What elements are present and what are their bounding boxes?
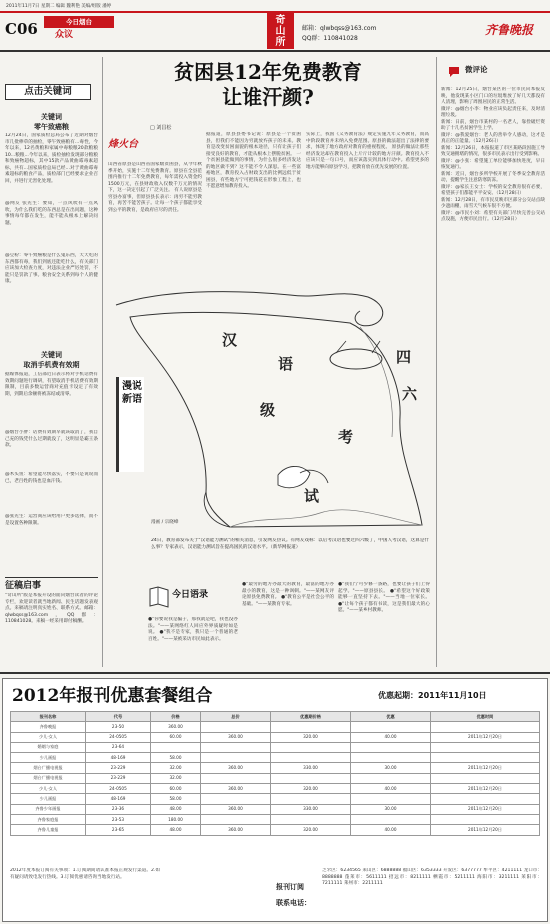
table-cell [201, 742, 271, 752]
col-header-discount-price: 优惠期价格 [271, 712, 351, 722]
table-cell: 24-0505 [86, 784, 151, 794]
table-cell: 360.00 [201, 763, 271, 773]
keyword-1-body: 12月24日，国家质检总局公布了近期对烟台市几批棒草的抽检，零午致癌粮有...毒性，今年以来，12名黄粮和家属中毒粮粮20款粮粮10...粮粮...今年以来，质检抽检发现部分粮粮和致癌物超标，其中15款产品黄曲霉毒素超标，共有...国家质检总局已经...对于黄曲霉毒素超标的粮食产品，质检部门已经要求企业召回，并进行无害化处理。 [5, 133, 98, 184]
article-column-3: 实际上，我国《义务教育法》规定实施九年义务教育，而高中阶段教育并未纳入免费范围。原县的做法超出了法律的要求，体现了地方政府对教育的重视程度。 原县的做法让那些经济发达却在教育投入上斤斤计较的地方汗颜。教育投入不应该只是一句口号，而应该落实到具体行动中。希望更多的地方能够向原县学习，把教育放在优先发展的位置。 [306, 132, 429, 170]
table-header-row [11, 712, 540, 722]
quotes-title: 今日语录 [172, 590, 209, 600]
table-cell [351, 722, 431, 732]
article-column-1: 山西省原县是山西省国家级贫困县，从今年秋季开始，实施十二年免费教育。原县在全县范围内推行十二年免费教育，每年需投入资金约1500万元，在县财政收入仅数千万元的情况下，这一决定引起了广泛关注。 有人说原县是穷县办富事，但原县县长表示：再穷不能穷教育，再苦不能苦孩子。让每一个孩子都能享受到公平的教育，是政府应尽的责任。 [108, 162, 202, 213]
table-cell: 360.00 [151, 722, 201, 732]
table-cell: 2011年12月20日 [431, 763, 540, 773]
table-row [11, 773, 540, 783]
table-cell: 60.00 [151, 732, 201, 742]
table-cell [271, 773, 351, 783]
notice-body: "奇山所"版是本报开设的面向烟台读者的评论专栏，欢迎读者就当地新闻、民生话题发表观点。来稿请注明真实姓名、联系方式。邮箱：qlwbqss@163.com，QQ群：110841028。来稿一经采用即付稿酬。 [5, 593, 98, 625]
cartoon-side-title: 漫说新语 [122, 381, 142, 405]
table-cell: 2011年12月20日 [431, 732, 540, 742]
ad-title: 2012年报刊优惠套餐组合 [12, 686, 213, 706]
keyword-2-header [5, 350, 98, 370]
table-cell: 烟台广播电视报 [11, 763, 86, 773]
quotes-column-3: ●"我们宁可少修一条路，也要让孩子们上得起学。"——原县县长。 ●"希望这个好政策能够一直坚持下去。"——当地一位家长。 ●"让每个孩子都有书读，这是我们最大的心愿。"——某乡村教师。 [338, 582, 430, 614]
ad-footer-notes: 2012年度本报订阅有关事项：1.订阅期间请认准本报正规发行渠道。2.如有疑问请致电发行热线。3.订阅优惠请咨询当地发行站。 [10, 868, 160, 880]
table-cell [201, 814, 271, 824]
column-divider-left [102, 57, 103, 667]
table-cell: 330.00 [271, 763, 351, 773]
table-cell [351, 814, 431, 824]
cartoon-word-3: 四 [396, 348, 412, 366]
table-cell: 23-36 [86, 804, 151, 814]
page-code: C06 [5, 20, 38, 38]
table-row [11, 784, 540, 794]
cartoon-word-7: 试 [304, 487, 320, 505]
table-row [11, 825, 540, 835]
keyword-1-header [5, 112, 98, 132]
table-cell [431, 773, 540, 783]
table-cell: 48.00 [151, 825, 201, 835]
keyword-2-comment-2: @木头鱼：希望能尽快落实，不要只是说说而已，老百姓的钱也是血汗钱。 [5, 472, 98, 484]
table-cell: 齐鲁儿童报 [11, 825, 86, 835]
table-cell: 48.00 [151, 804, 201, 814]
subscription-price-table [10, 711, 540, 836]
table-cell [351, 742, 431, 752]
table-cell: 齐鲁晚报 [11, 722, 86, 732]
table-cell: 少儿·女人 [11, 732, 86, 742]
column-qq: QQ群：110841028 [302, 35, 358, 42]
section-name: 众议 [55, 30, 74, 40]
notice-rule [5, 577, 98, 578]
col-header-code: 代号 [86, 712, 151, 722]
micro-comment-body: 新闻：12月25日，烟台某区的一位市民向本报反映，他发现某小区门口的垃圾堆放了好几天都没有人清理，影响了周围居民的正常生活。 微评：@烟台小李：物业应该负起责任来，及时清理垃圾。 新闻：日前，烟台市某村的一名老人，靠捡破烂资助了十几名贫困学生上学。 微评：@我爱烟台：老人的善举令人感动，这才是真正的正能量。（12月26日） 新闻：12月26日，本报报道了市区某路段因施工导致交通拥堵的情况，很多市民表示出行受到影响。 微评：@小张：希望施工单位能够加快进度，早日恢复通行。 新闻：近日，烟台多所学校开展了冬季安全教育活动，提醒学生注意防寒防冻。 微评：@家长王女士：学校的安全教育很有必要，希望孩子们都能平平安安。（12月28日） 新闻：12月28日，有市民反映市区部分公交站点缺少遮雨棚，雨雪天气候车很不方便。 微评：@市民小刘：希望有关部门尽快完善公交站点设施，方便市民出行。（12月28日） [441, 87, 545, 223]
cartoon-word-1: 汉 [222, 331, 238, 349]
logo-char-1: 奇 [275, 15, 286, 26]
article-byline: □ 刘昌松 [150, 125, 172, 131]
table-cell: 30.00 [351, 804, 431, 814]
table-cell [271, 722, 351, 732]
cartoon-word-2: 语 [278, 355, 294, 373]
table-cell: 烟台广播电视报 [11, 773, 86, 783]
keyword-2-comment-3: @张先生：运营商应该给用户更多选择，而不是设置各种限制。 [5, 514, 98, 526]
table-row [11, 763, 540, 773]
table-cell [151, 742, 201, 752]
table-cell: 23-64 [86, 742, 151, 752]
table-cell: 330.00 [271, 804, 351, 814]
page-dateline: 2011年11月7日 星期二 编辑 魏利艳 美编/组版 潘婷 [6, 4, 112, 9]
column-logo [267, 13, 294, 49]
book-icon [148, 585, 170, 609]
cartoon-word-5: 级 [260, 401, 276, 419]
table-cell: 婚姻与家庭 [11, 742, 86, 752]
quotes-column-2: ●"最穷的地方办最大的教育，最富的地方办最小的教育，这是一种讽刺。"——某网友评论原县免费教育。 ●"教育公平是社会公平的基础。"——某教育专家。 [242, 582, 334, 607]
table-cell: 180.00 [151, 814, 201, 824]
table-cell: 32.00 [151, 763, 201, 773]
cartoon-author: 漫画 / 宗晓峰 [151, 520, 179, 525]
table-cell [351, 794, 431, 804]
table-cell [351, 773, 431, 783]
table-cell [431, 794, 540, 804]
notice-title: 征稿启事 [5, 581, 42, 591]
keyword-1-comment-2: @豆粉：零午致癌粮是什么鬼东西，天天吃的东西都有毒，我们到底还能吃什么，有关部门应该加大检查力度，对违法企业严厉处罚，不能只是罚款了事。粮食安全关系到每个人的健康。 [5, 253, 98, 285]
table-cell: 360.00 [201, 804, 271, 814]
table-row [11, 722, 540, 732]
table-row [11, 804, 540, 814]
table-cell: 少儿·女人 [11, 784, 86, 794]
table-cell: 2011年12月20日 [431, 825, 540, 835]
keyword-column-heading: 点击关键词 [5, 84, 91, 100]
ad-contact-label: 联系电话： [276, 899, 311, 907]
table-cell: 24-0505 [86, 732, 151, 742]
table-cell: 320.00 [271, 732, 351, 742]
table-cell [201, 722, 271, 732]
table-cell: 2011年12月20日 [431, 804, 540, 814]
table-cell: 23-229 [86, 763, 151, 773]
beacon-logo: 烽火台 [108, 139, 138, 150]
cartoon-word-6: 考 [338, 428, 354, 446]
article-column-2: 据报道，原县县委书记说：原县是一个贫困县，但我们不能因为穷就放弃孩子的未来。教育是改变贫困面貌的根本途径，只有让孩子们接受良好的教育，才能从根本上摆脱贫困。 一个贫困县能做到的事情，为什么很多经济发达的地区做不到？这不能不令人深思。在一些富裕地区，教育投入占财政支出的比例远低于贫困县，有些地方宁可把钱花在形象工程上，也不愿意增加教育投入。 [206, 132, 301, 190]
masthead-rule [0, 50, 550, 52]
table-cell [351, 753, 431, 763]
table-cell: 2011年12月20日 [431, 784, 540, 794]
micro-comment-heading [447, 65, 543, 79]
keyword-1-label: 关键词 [41, 113, 62, 121]
table-cell: 48-169 [86, 794, 151, 804]
table-cell [271, 794, 351, 804]
table-cell [271, 742, 351, 752]
table-cell: 23-50 [86, 722, 151, 732]
keyword-2-comment-1: @烟台小胖：话费有效期早就该取消了，我自己充的钱凭什么过期就没了，这明显是霸王条款。 [5, 430, 98, 449]
newspaper-brand: 齐鲁晚报 [485, 23, 534, 37]
ad-top-rule [0, 672, 550, 674]
col-header-name: 报刊名称 [11, 712, 86, 722]
table-cell: 360.00 [201, 784, 271, 794]
keyword-1-comment-1: @网友 张先生：要知，一点风吹有一点风吹，为什么我们吃的东西总是在出问题，这种事情每年都在发生，能不能从根本上解决问题。 [5, 201, 98, 226]
table-cell: 360.00 [201, 732, 271, 742]
table-cell: 58.00 [151, 753, 201, 763]
table-cell: 320.00 [271, 825, 351, 835]
col-header-saving: 优惠 [351, 712, 431, 722]
col-header-price: 价格 [151, 712, 201, 722]
table-cell: 360.00 [201, 825, 271, 835]
keyword-2-label: 关键词 [41, 351, 62, 359]
table-cell [271, 814, 351, 824]
scroll-cartoon-drawing [110, 287, 432, 537]
table-cell: 40.00 [351, 732, 431, 742]
comment-bubble-icon [447, 65, 461, 79]
table-cell: 32.00 [151, 773, 201, 783]
table-cell: 58.00 [151, 794, 201, 804]
table-cell: 40.00 [351, 825, 431, 835]
table-cell [271, 753, 351, 763]
keyword-1-name: 零午致癌粮 [34, 123, 69, 132]
cartoon-side-title-box [116, 377, 144, 472]
table-cell: 48-169 [86, 753, 151, 763]
table-cell: 40.00 [351, 784, 431, 794]
column-divider-right [436, 57, 437, 667]
col-header-time: 优惠时间 [431, 712, 540, 722]
table-row [11, 794, 540, 804]
ad-deadline: 优惠起期：2011年11月10日 [378, 691, 487, 700]
cartoon-word-4: 六 [402, 385, 418, 403]
ad-footer-phones: 芝罘区：6234565 莱山区：6888888 福山区：6353333 开发区：6377777 牟平区：4211111 龙口市：8888888 蓬莱市：5611111 招远市：8211111 栖霞市：5211111 海阳市：3211111 莱阳市：7211111 莱州市：2211111 [322, 868, 542, 887]
quotes-heading [148, 583, 210, 613]
column-email[interactable]: 邮箱：qlwbqss@163.com [302, 25, 377, 32]
table-row [11, 814, 540, 824]
table-cell [201, 794, 271, 804]
col-header-total: 总价 [201, 712, 271, 722]
table-cell: 320.00 [271, 784, 351, 794]
table-cell: 23-229 [86, 773, 151, 783]
table-cell: 23-65 [86, 825, 151, 835]
keyword-2-name: 取消手机费有效期 [23, 361, 80, 370]
table-cell: 少儿画报 [11, 753, 86, 763]
table-row [11, 753, 540, 763]
table-cell [431, 814, 540, 824]
logo-char-2: 山 [275, 26, 286, 37]
logo-char-3: 所 [275, 37, 286, 48]
table-cell [431, 742, 540, 752]
micro-comment-title: 微评论 [465, 65, 488, 74]
table-cell: 30.00 [351, 763, 431, 773]
section-banner: 今日烟台 [44, 16, 114, 28]
table-cell [201, 773, 271, 783]
table-cell: 23-53 [86, 814, 151, 824]
table-cell: 齐鲁家庭报 [11, 814, 86, 824]
table-cell [431, 753, 540, 763]
table-cell [201, 753, 271, 763]
keyword-2-body: 据媒体报道，工信部近日表示将对手机话费有效期问题进行调研，有望取消手机话费有效期限制，目前多数运营商对充值卡设定了有效期，到期后余额将被冻结或清零。 [5, 372, 98, 397]
table-cell [431, 722, 540, 732]
table-cell: 60.00 [151, 784, 201, 794]
table-row [11, 742, 540, 752]
table-row [11, 732, 540, 742]
table-cell: 少儿画报 [11, 794, 86, 804]
headline-line-2: 让谁汗颜? [222, 85, 314, 109]
cartoon-caption: 24日，教育部发布关于"汉语能力测试"的相关消息，引发网友热议。有网友戏称：以后考汉语也要过四六级了，中国人考汉语，这算是什么事？专家表示，汉语能力测试旨在提高国民的汉语水平。（新华网报道） [151, 538, 429, 550]
table-cell: 齐鲁少年画报 [11, 804, 86, 814]
ad-hotline-label: 报刊订阅 [276, 883, 304, 891]
quotes-column-1: ●"你要说我是骗子，那我就是吧，我也没办法。"——某网络红人回应外界质疑时如是说。 ●"我不是专家，我只是一个普通的老百姓。"——某被采访市民如此表示。 [148, 617, 238, 642]
headline-line-1: 贫困县12年免费教育 [174, 60, 362, 84]
cartoon [110, 287, 432, 537]
